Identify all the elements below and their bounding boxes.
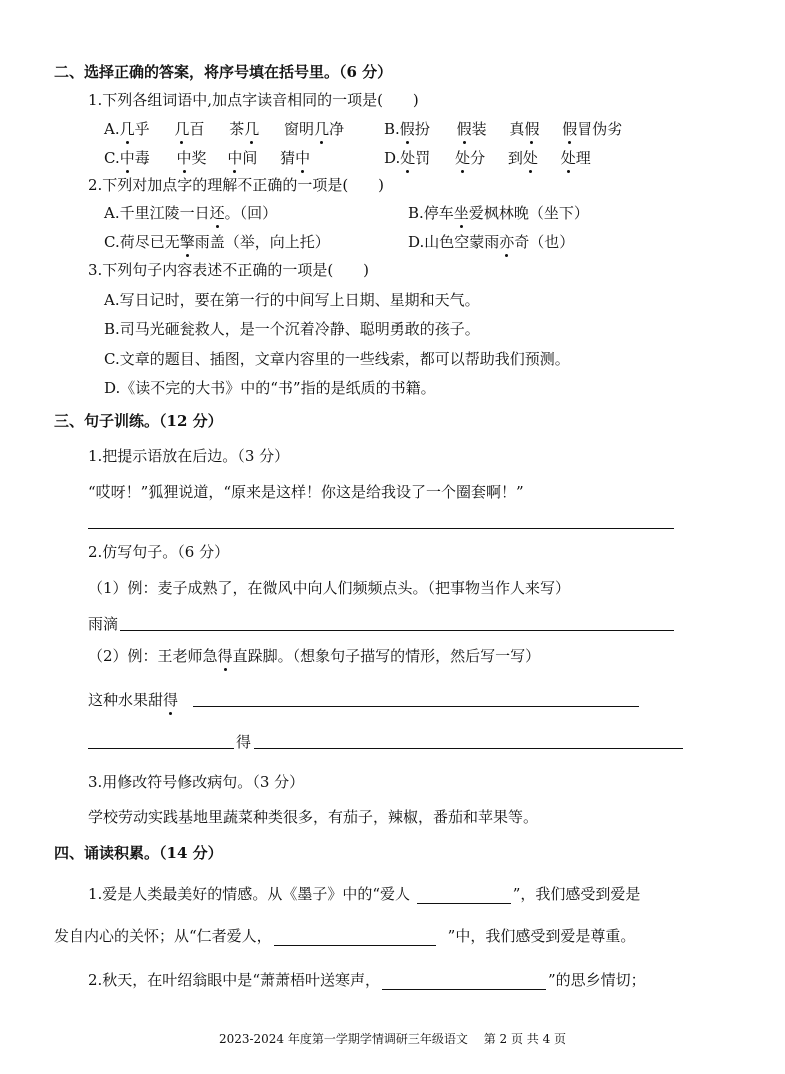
dotted-char: 处 [455, 149, 471, 167]
s3-q2-1-example: （1）例：麦子成熟了，在微风中向人们频频点头。（把事物当作人来写） [88, 579, 571, 597]
q3-option-d: D.《读不完的大书》中的“书”指的是纸质的书籍。 [104, 379, 436, 397]
dotted-char: 处 [400, 149, 416, 167]
q3-option-b: B.司马光砸瓮救人，是一个沉着冷静、聪明勇敢的孩子。 [104, 320, 480, 338]
q2-option-a [104, 203, 277, 223]
text-part: ”中，我们感受到爱是尊重。 [447, 927, 636, 945]
dotted-char: 几 [119, 120, 135, 138]
page-footer: 2023-2024 年度第一学期学情调研三年级语文 第 2 页 共 4 页 [218, 1032, 567, 1046]
text-part: 1.爱是人类最美好的情感。从《墨子》中的“爱人 [88, 885, 410, 903]
text-part: 2.秋天，在叶绍翁眼中是“萧萧梧叶送寒声， [88, 971, 380, 989]
dotted-char: 处 [522, 149, 538, 167]
option-label: A. [104, 120, 120, 138]
text-part: C.荷尽已无 [104, 233, 180, 251]
q2-stem: 2.下列对加点字的理解不正确的一项是( ) [88, 176, 385, 194]
dotted-char: 得 [217, 647, 233, 665]
s3-q2-1-prefix: 雨滴 [88, 615, 119, 633]
dotted-char: 假 [456, 120, 472, 138]
dotted-char: 处 [560, 149, 576, 167]
dotted-char: 假 [399, 120, 415, 138]
option-label: B. [384, 120, 400, 138]
word-part: 茶 [229, 120, 245, 138]
q1-option-c [104, 148, 310, 168]
text-part: A.千里江陵一日 [104, 204, 210, 222]
text-part: 。（回） [224, 204, 278, 222]
dotted-char: 擎 [179, 233, 195, 251]
answer-line[interactable] [88, 748, 234, 749]
word-part: 间 [242, 149, 258, 167]
text-part: 雨盖（举，向上托） [194, 233, 330, 251]
answer-line[interactable] [254, 748, 683, 749]
text-part: 这种水果甜 [88, 691, 164, 709]
q1-stem: 1.下列各组词语中,加点字读音相同的一项是( ) [88, 91, 419, 109]
dotted-char: 几 [314, 120, 330, 138]
text-part: ”的思乡情切； [547, 971, 646, 989]
text-part: 奇（也） [514, 233, 575, 251]
option-label: C. [104, 149, 120, 167]
text-part: （2）例：王老师急 [88, 647, 218, 665]
s3-q3-text: 学校劳动实践基地里蔬菜种类很多，有茄子，辣椒，番茄和苹果等。 [88, 808, 539, 826]
word-part: 冒伪劣 [577, 120, 623, 138]
text-part: 直跺脚。（想象句子描写的情形，然后写一写） [232, 647, 541, 665]
word-part: 净 [329, 120, 345, 138]
text-part: 发自内心的关怀；从“仁者爱人， [54, 927, 272, 945]
q1-option-b [384, 119, 622, 139]
word-part: 乎 [134, 120, 150, 138]
answer-line[interactable] [193, 706, 639, 707]
text-part: 爱枫林晚（坐下） [468, 204, 589, 222]
s4-q2-line1 [88, 970, 646, 990]
dotted-char: 中 [227, 149, 243, 167]
q2-option-b [408, 203, 589, 223]
word-part: 分 [470, 149, 486, 167]
dotted-char: 中 [119, 149, 135, 167]
q3-stem: 3.下列句子内容表述不正确的一项是( ) [88, 261, 370, 279]
s3-q2-2-line-prefix [88, 690, 178, 710]
q1-option-d [384, 148, 591, 168]
text-part: ”，我们感受到爱是 [512, 885, 641, 903]
word-part: 毒 [134, 149, 150, 167]
s4-q1-line2 [54, 926, 635, 946]
s3-q2-2-line2-mid: 得 [236, 733, 252, 751]
word-part: 窗明 [284, 120, 315, 138]
fill-blank[interactable] [417, 887, 511, 904]
word-part: 理 [575, 149, 591, 167]
s3-q2-2-example [88, 646, 540, 666]
answer-line[interactable] [120, 630, 674, 631]
dotted-char: 假 [562, 120, 578, 138]
fill-blank[interactable] [382, 973, 546, 990]
s3-q1-text: “哎呀！”狐狸说道，“原来是这样！你这是给我设了一个圈套啊！” [88, 483, 524, 501]
word-part: 奖 [191, 149, 207, 167]
word-part: 到 [507, 149, 523, 167]
dotted-char: 几 [244, 120, 260, 138]
q2-option-d [408, 232, 574, 252]
s4-q1-line1 [88, 884, 640, 904]
s3-q1-title: 1.把提示语放在后边。（3 分） [88, 447, 290, 465]
section-2-title: 二、选择正确的答案，将序号填在括号里。（6 分） [54, 63, 393, 81]
s3-q3-title: 3.用修改符号修改病句。（3 分） [88, 773, 305, 791]
q3-option-a: A.写日记时，要在第一行的中间写上日期、星期和天气。 [104, 291, 480, 309]
dotted-char: 中 [176, 149, 192, 167]
section-4-title: 四、诵读积累。（14 分） [54, 844, 223, 862]
option-label: D. [384, 149, 401, 167]
dotted-char: 中 [295, 149, 311, 167]
q3-option-c: C.文章的题目、插图，文章内容里的一些线索，都可以帮助我们预测。 [104, 350, 570, 368]
dotted-char: 坐 [453, 204, 469, 222]
dotted-char: 还 [209, 204, 225, 222]
text-part: D.山色空蒙雨 [408, 233, 500, 251]
answer-line[interactable] [88, 528, 674, 529]
dotted-char: 得 [163, 691, 179, 709]
word-part: 百 [189, 120, 205, 138]
word-part: 猜 [280, 149, 296, 167]
fill-blank[interactable] [274, 929, 436, 946]
dotted-char: 假 [524, 120, 540, 138]
s3-q2-title: 2.仿写句子。（6 分） [88, 543, 230, 561]
q1-option-a [104, 119, 344, 139]
q2-option-c [104, 232, 330, 252]
section-3-title: 三、句子训练。（12 分） [54, 412, 223, 430]
dotted-char: 亦 [499, 233, 515, 251]
word-part: 扮 [414, 120, 430, 138]
word-part: 罚 [415, 149, 431, 167]
dotted-char: 几 [174, 120, 190, 138]
word-part: 装 [471, 120, 487, 138]
text-part: B.停车 [408, 204, 454, 222]
word-part: 真 [509, 120, 525, 138]
